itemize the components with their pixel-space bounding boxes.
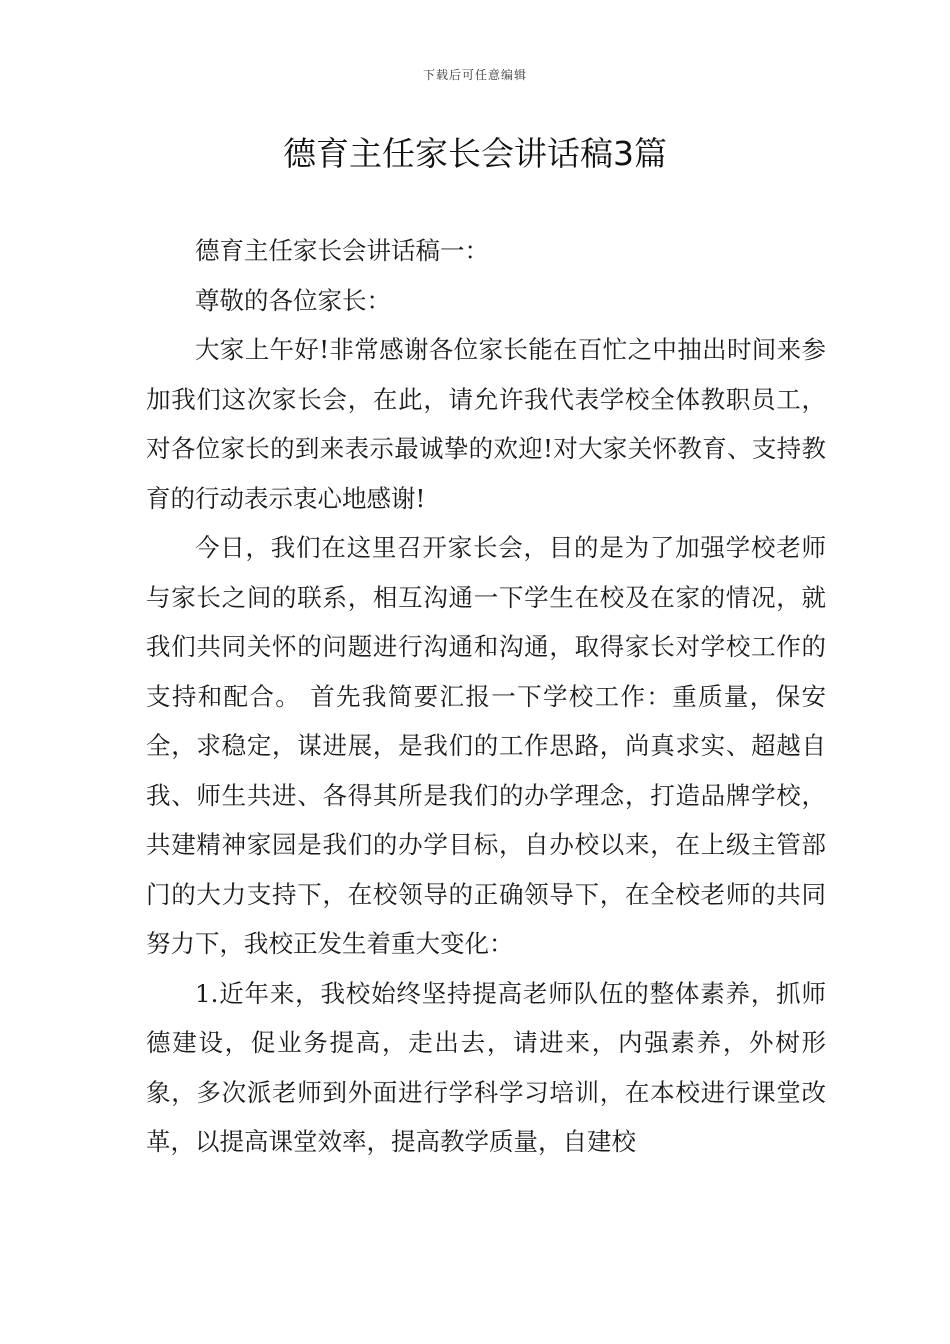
- paragraph-salutation: 尊敬的各位家长：: [195, 285, 391, 315]
- document-title: 德育主任家长会讲话稿3篇: [283, 134, 667, 173]
- paragraph-heading: 德育主任家长会讲话稿一：: [195, 236, 489, 265]
- document-body: [146, 226, 826, 1167]
- paragraph-greeting: 大家上午好!非常感谢各位家长能在百忙之中抽出时间来参加我们这次家长会，在此，请允许我代表学校全体教职员工，对各位家长的到来表示最诚挚的欢迎!对大家关怀教育、支持教育的行动表示衷心地感谢!: [146, 335, 826, 513]
- paragraph-purpose: 今日，我们在这里召开家长会，目的是为了加强学校老师与家长之间的联系，相互沟通一下学生在校及在家的情况，就我们共同关怀的问题进行沟通和沟通，取得家长对学校工作的支持和配合。 首先我简要汇报一下学校工作：重质量，保安全，求稳定，谋进展，是我们的工作思路，尚真求实、超越自我、师生共进、各得其所是我们的办学理念，打造品牌学校，共建精神家园是我们的办学目标，自办校以来，在上级主管部门的大力支持下，在校领导的正确领导下，在全校老师的共同努力下，我校正发生着重大变化：: [146, 533, 826, 958]
- paragraph-item-1: 1.近年来，我校始终坚持提高老师队伍的整体素养，抓师德建设，促业务提高，走出去，请进来，内强素养，外树形象，多次派老师到外面进行学科学习培训，在本校进行课堂改革，以提高课堂效率，提高教学质量，自建校: [146, 978, 826, 1156]
- header-note: 下载后可任意编辑: [422, 68, 527, 82]
